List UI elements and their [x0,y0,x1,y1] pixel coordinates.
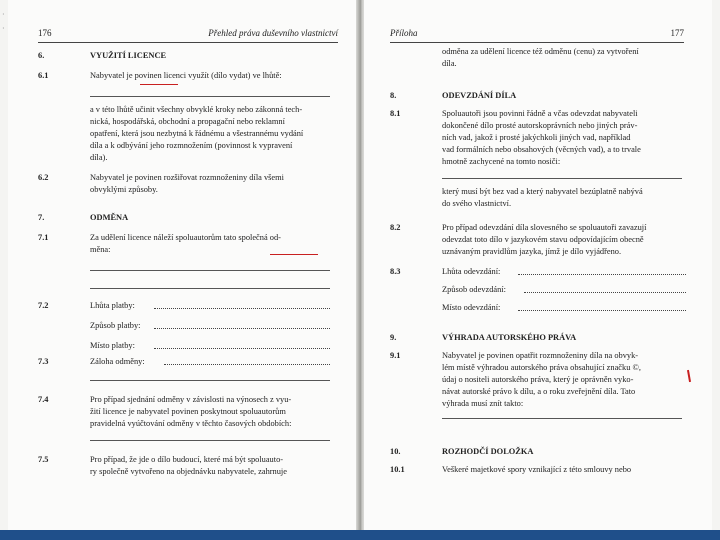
red-underline-spolecna [270,254,318,255]
fill-line [90,96,330,97]
left-page-header [38,26,338,43]
fill-line [90,380,330,381]
field-label: Lhůta odevzdání: [442,267,501,276]
fill-line [90,440,330,441]
left-page: 176 Přehled práva duševního vlastnictví 6. VYUŽITÍ LICENCE 6.1 Nabyvatel je povinen licenci využít (dílo vydat) ve lhůtě: a v této lhůtě učinit všechny obvyklé kroky nebo zákonná tech- nická, hospodářská, obchodní a propagační nebo reklamní opatření, která jsou nezbytná k řádnému a všestrannému vydání díla a k odbývání jeho rozmnožením (povinnost k vypravení díla). 6.2 Nabyvatel je povinen rozšiřovat rozmnoženiny díla všemi obvyklými způsoby. 7. ODMĚNA 7.1 Za udělení licence náleží spoluautorům tato společná od- měna: 7.2 Lhůta platby: Způsob platby: Místo platby: 7.3 Záloha odměny: 7.4 Pro případ sjednání odměny v závislosti na výnosech z vyu- žití licence je nabyvatel povinen poskytnout spoluautorům pravidelná vyúčtování odměny v těchto časových obdobích: 7.5 Pro případ, že jde o dílo budoucí, které má být spoluauto- ry společně vytvořeno na objednávku nabyvatele, zahrnuje [8,0,360,530]
running-title: Přehled práva duševního vlastnictví [208,28,338,38]
fill-dots [524,284,686,293]
running-title: Příloha [390,28,418,38]
fill-line [442,418,682,419]
fill-dots [154,340,330,349]
page-number: 176 [38,28,52,38]
fill-line [90,270,330,271]
right-page-header [390,26,684,43]
right-page: Příloha 177 odměna za udělení licence též odměnu (cenu) za vytvoření díla. 8. ODEVZDÁNÍ DÍLA 8.1 Spoluautoři jsou povinni řádně a včas odevzdat nabyvateli dokončené dílo prosté autorskoprávních nebo jiných práv- ních vad, jakož i prosté jakýchkoli jiných vad, například vad formálních nebo obsahových (věcných vad), a to trvale hmotně zachycené na tomto nosiči: který musí být bez vad a který nabyvatel bezúplatně nabývá do svého vlastnictví. 8.2 Pro případ odevzdání díla slovesného se spoluautoři zavazují odevzdat toto dílo v jazykovém stavu odpovídajícím obecně uznávaným pravidlům jazyka, jímž je dílo vyjádřeno. 8.3 Lhůta odevzdání: Způsob odevzdání: Místo odevzdání: 9. VÝHRADA AUTORSKÉHO PRÁVA 9.1 Nabyvatel je povinen opatřit rozmnoženiny díla na obvyk- lém místě výhradou autorského práva obsahující značku ©, údaj o nositeli autorského práva, který je oprávněn vyko- návat autorské právo k dílu, a o roku zveřejnění díla. Tato výhrada musí znít takto: 10. ROZHODČÍ DOLOŽKA 10.1 Veškeré majetkové spory vznikající z této smlouvy nebo [364,0,712,530]
fill-line [442,178,682,179]
field-label: Způsob platby: [90,321,141,330]
fill-dots [154,320,330,329]
bottom-strip [0,530,720,540]
field-label: Místo platby: [90,341,135,350]
scan-marks: · · [2,10,5,33]
fill-dots [154,300,330,309]
field-label: Místo odevzdání: [442,303,501,312]
fill-line [90,288,330,289]
field-label: Lhůta platby: [90,301,135,310]
red-margin-mark [687,370,691,382]
fill-dots [518,302,686,311]
fill-dots [518,266,686,275]
page-number: 177 [670,28,684,38]
fill-dots [164,356,330,365]
field-label: Způsob odevzdání: [442,285,506,294]
field-label: Záloha odměny: [90,357,145,366]
red-underline-povinen [140,84,178,85]
